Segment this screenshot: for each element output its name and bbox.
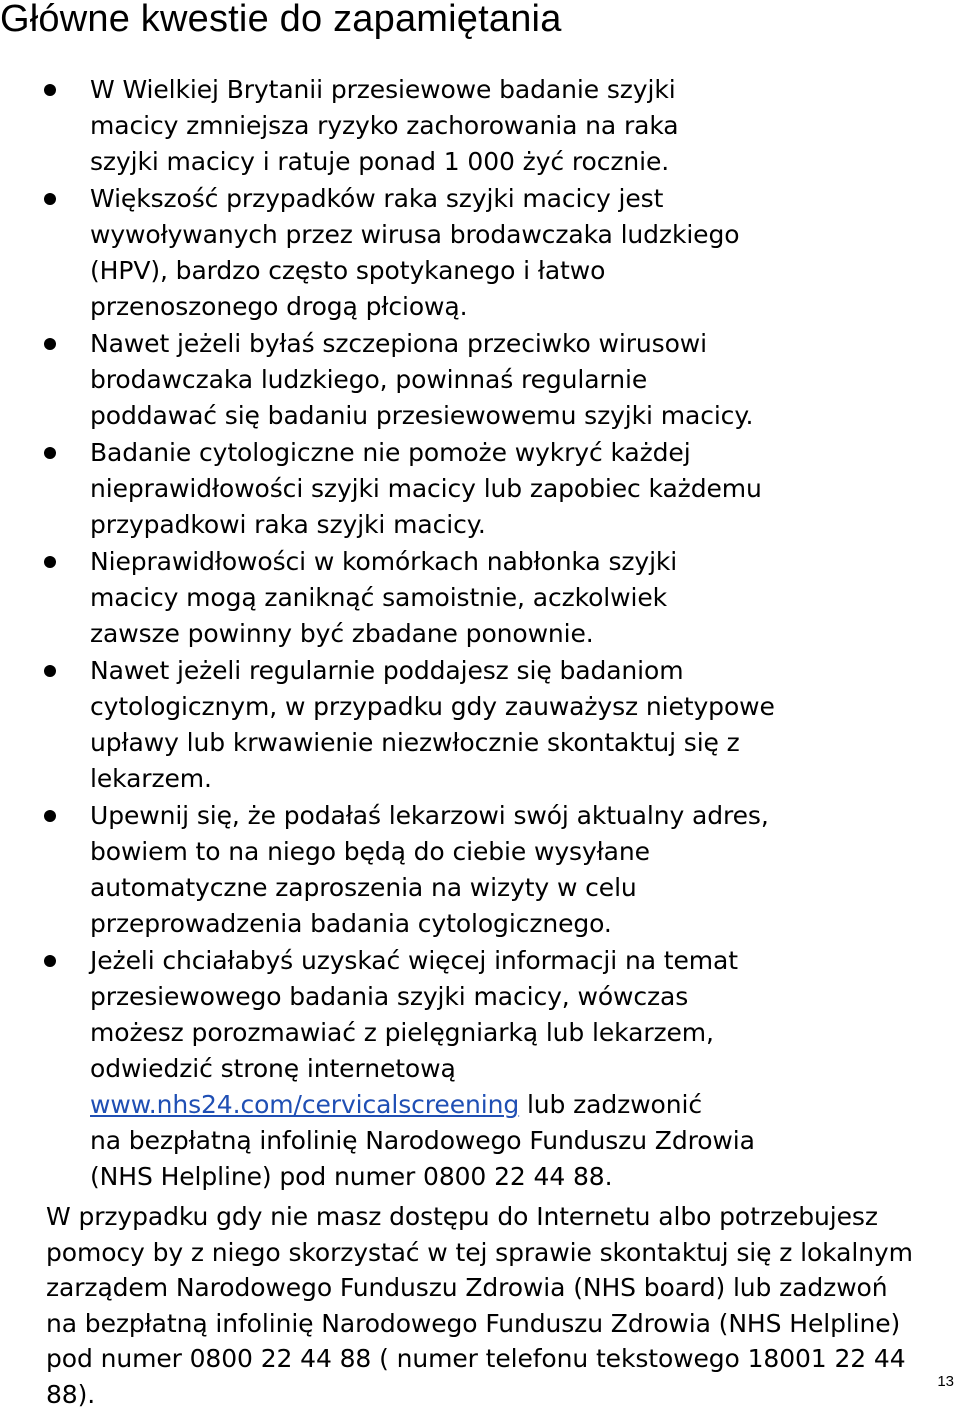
list-item xyxy=(0,72,930,180)
item-line: przesiewowego badania szyjki macicy, wówczas xyxy=(90,982,689,1011)
list-item xyxy=(0,943,930,1195)
item-line: Nieprawidłowości w komórkach nabłonka szyjki xyxy=(90,547,678,576)
item-line: lekarzem. xyxy=(90,764,212,793)
item-line: Nawet jeżeli byłaś szczepiona przeciwko wirusowi xyxy=(90,329,707,358)
closing-line: pod numer 0800 22 44 88 ( numer telefonu tekstowego 18001 22 44 88). xyxy=(46,1344,906,1409)
item-line: Upewnij się, że podałaś lekarzowi swój aktualny adres, xyxy=(90,801,769,830)
item-line: przeprowadzenia badania cytologicznego. xyxy=(90,909,612,938)
bullet-icon xyxy=(44,447,56,459)
list-item xyxy=(0,181,930,325)
item-line: automatyczne zaproszenia na wizyty w celu xyxy=(90,873,637,902)
closing-line: pomocy by z niego skorzystać w tej sprawie skontaktuj się z lokalnym xyxy=(46,1237,913,1267)
list-item xyxy=(0,435,930,543)
closing-line: na bezpłatną infolinię Narodowego Funduszu Zdrowia (NHS Helpline) xyxy=(46,1308,901,1338)
item-line: cytologicznym, w przypadku gdy zauważysz nietypowe xyxy=(90,692,775,721)
link-trailing-text: lub zadzwonić xyxy=(519,1090,702,1119)
list-item xyxy=(0,326,930,434)
bullet-icon xyxy=(44,665,56,677)
list-item xyxy=(0,798,930,942)
bullet-icon xyxy=(44,556,56,568)
item-line: Badanie cytologiczne nie pomoże wykryć każdej xyxy=(90,438,691,467)
list-item xyxy=(0,544,930,652)
closing-paragraph xyxy=(46,1199,946,1412)
item-line: Jeżeli chciałabyś uzyskać więcej informacji na temat xyxy=(90,946,738,975)
bullet-icon xyxy=(44,955,56,967)
item-line: macicy mogą zaniknąć samoistnie, aczkolwiek xyxy=(90,583,667,612)
page-number: 13 xyxy=(937,1373,954,1390)
item-line: wywoływanych przez wirusa brodawczaka ludzkiego xyxy=(90,220,740,249)
item-line: na bezpłatną infolinię Narodowego Funduszu Zdrowia xyxy=(90,1126,755,1155)
item-line: Większość przypadków raka szyjki macicy jest xyxy=(90,184,664,213)
item-line: Nawet jeżeli regularnie poddajesz się badaniom xyxy=(90,656,684,685)
item-line: macicy zmniejsza ryzyko zachorowania na raka xyxy=(90,111,679,140)
bullet-icon xyxy=(44,338,56,350)
item-line: nieprawidłowości szyjki macicy lub zapobiec każdemu xyxy=(90,474,762,503)
item-line: W Wielkiej Brytanii przesiewowe badanie szyjki xyxy=(90,75,676,104)
item-line: szyjki macicy i ratuje ponad 1 000 żyć rocznie. xyxy=(90,147,670,176)
item-line: możesz porozmawiać z pielęgniarką lub lekarzem, xyxy=(90,1018,714,1047)
item-line: bowiem to na niego będą do ciebie wysyłane xyxy=(90,837,650,866)
nhs24-link[interactable]: www.nhs24.com/cervicalscreening xyxy=(90,1090,520,1119)
bullet-icon xyxy=(44,84,56,96)
item-line: przenoszonego drogą płciową. xyxy=(90,292,468,321)
item-line: upławy lub krwawienie niezwłocznie skontaktuj się z xyxy=(90,728,740,757)
closing-line: W przypadku gdy nie masz dostępu do Internetu albo potrzebujesz xyxy=(46,1202,878,1231)
item-line: poddawać się badaniu przesiewowemu szyjki macicy. xyxy=(90,401,754,430)
item-line: zawsze powinny być zbadane ponownie. xyxy=(90,619,594,648)
bullet-icon xyxy=(44,810,56,822)
item-line: przypadkowi raka szyjki macicy. xyxy=(90,510,486,539)
item-line-with-link xyxy=(90,1087,930,1123)
item-line: (NHS Helpline) pod numer 0800 22 44 88. xyxy=(90,1162,613,1191)
key-points-list xyxy=(0,72,930,1196)
item-line: odwiedzić stronę internetową xyxy=(90,1054,456,1083)
bullet-icon xyxy=(44,193,56,205)
item-line: brodawczaka ludzkiego, powinnaś regularnie xyxy=(90,365,648,394)
closing-line: zarządem Narodowego Funduszu Zdrowia (NHS board) lub zadzwoń xyxy=(46,1273,888,1302)
page-title: Główne kwestie do zapamiętania xyxy=(0,0,562,40)
list-item xyxy=(0,653,930,797)
item-line: (HPV), bardzo często spotykanego i łatwo xyxy=(90,256,606,285)
